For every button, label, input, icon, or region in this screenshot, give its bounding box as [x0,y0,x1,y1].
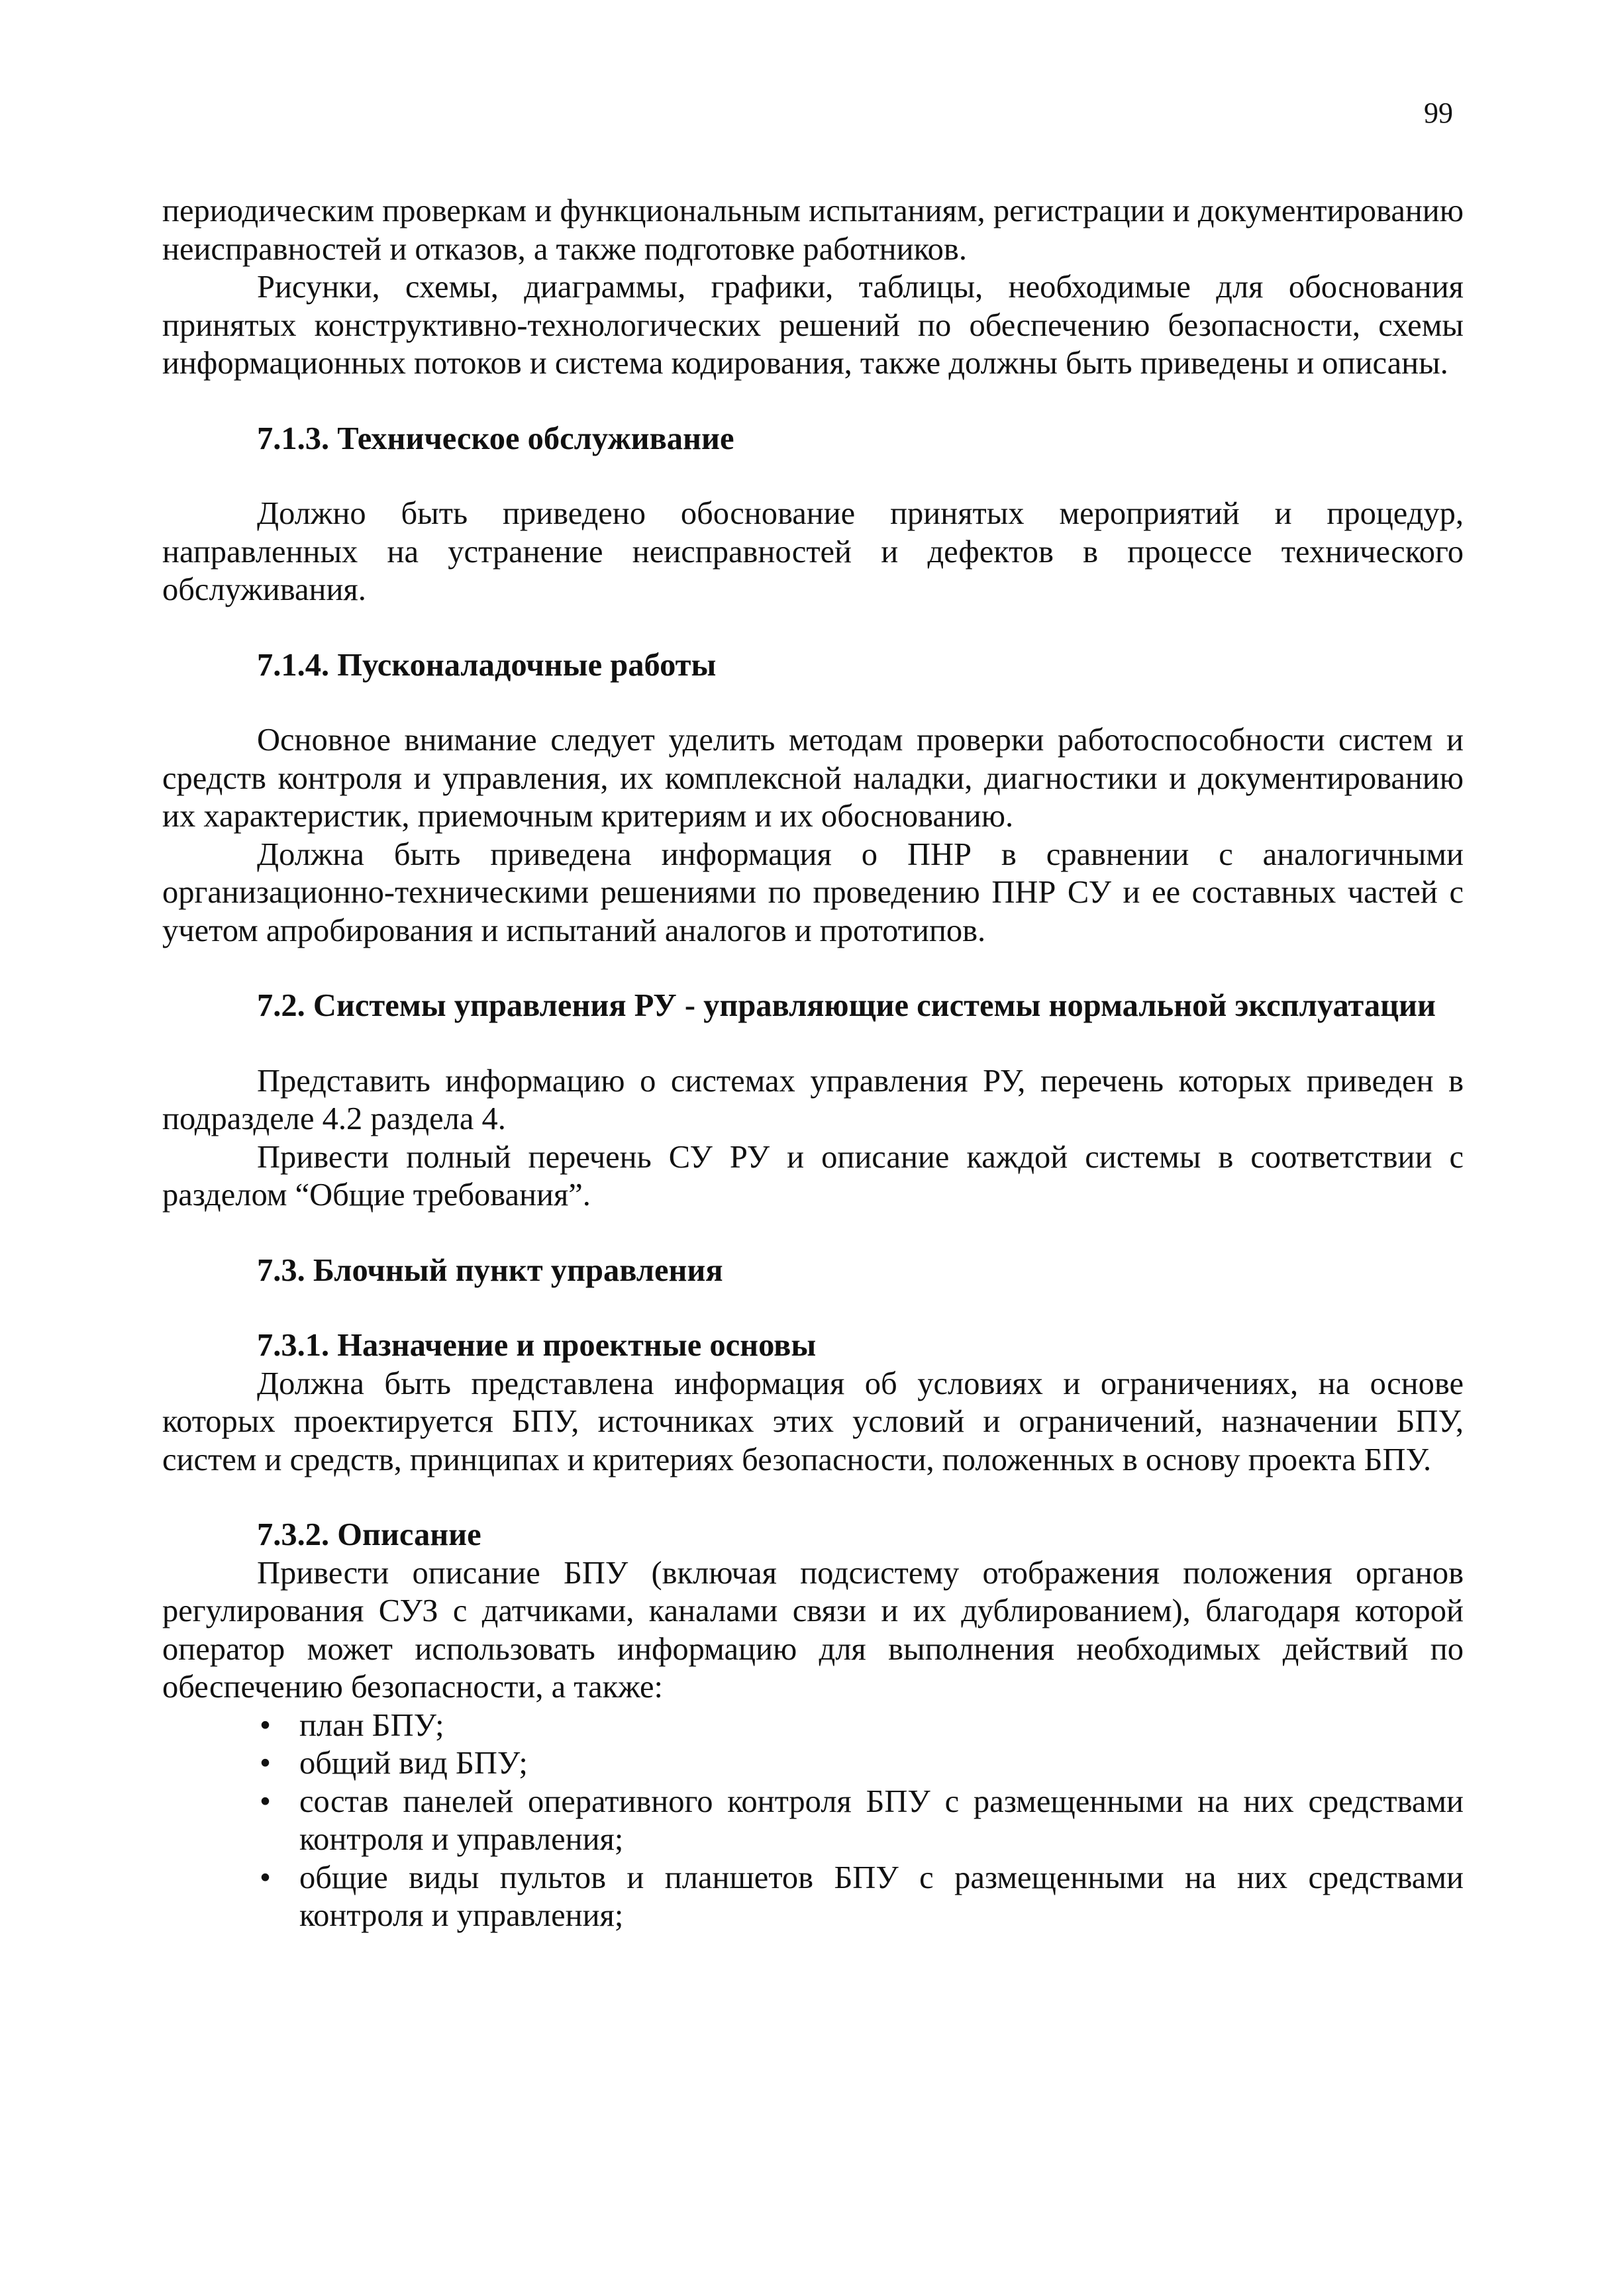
bullet-icon: • [260,1860,271,1895]
section-heading-7-3: 7.3. Блочный пункт управления [257,1252,723,1288]
paragraph: Основное внимание следует уделить методам проверки работоспособности систем и средств контроля и управления, их комплексной наладки, диагностики и документированию их характеристик, приемочным критериям и их обоснованию. [162,723,1464,834]
document-body [162,192,1464,1935]
paragraph: периодическим проверкам и функциональным испытаниям, регистрации и документированию неисправностей и отказов, а также подготовке работников. [162,193,1464,267]
paragraph: Привести полный перечень СУ РУ и описание каждой системы в соответствии с разделом “Общие требования”. [162,1139,1464,1213]
list-item: • общий вид БПУ; [260,1744,1464,1783]
paragraph: Должна быть представлена информация об условиях и ограничениях, на основе которых проектируется БПУ, источниках этих условий и ограничений, назначении БПУ, систем и средств, принципах и критериях безопасности, положенных в основу проекта БПУ. [162,1366,1464,1477]
bullet-icon: • [260,1783,271,1819]
section-heading-7-2 [162,987,1464,1025]
paragraph: Привести описание БПУ (включая подсистему отображения положения органов регулирования СУЗ с датчиками, каналами связи и их дублированием), благодаря которой оператор может использовать информацию для выполнения необходимых действий по обеспечению безопасности, а также: [162,1555,1464,1705]
paragraph: Представить информацию о системах управления РУ, перечень которых приведен в подразделе 4.2 раздела 4. [162,1063,1464,1136]
bullet-icon: • [260,1707,271,1743]
section-heading-7-3-1: 7.3.1. Назначение и проектные основы [257,1328,817,1363]
bullet-icon: • [260,1746,271,1781]
list-item: • план БПУ; [260,1707,1464,1745]
section-title: Системы управления РУ - управляющие системы нормальной эксплуатации [313,988,1436,1023]
paragraph: Должно быть приведено обоснование принятых мероприятий и процедур, направленных на устранение неисправностей и дефектов в процессе технического обслуживания. [162,496,1464,607]
section-heading-7-1-3: 7.1.3. Техническое обслуживание [257,421,734,456]
list-item: • общие виды пультов и планшетов БПУ с размещенными на них средствами контроля и управления; [260,1860,1464,1933]
section-number: 7.2. [257,988,305,1023]
section-heading-7-3-2: 7.3.2. Описание [257,1517,481,1552]
bullet-list [162,1707,1464,1935]
page-number: 99 [1424,97,1453,129]
paragraph: Должна быть приведена информация о ПНР в сравнении с аналогичными организационно-техническими решениями по проведению ПНР СУ и ее составных частей с учетом апробирования и испытаний аналогов и прототипов. [162,836,1464,948]
paragraph: Рисунки, схемы, диаграммы, графики, таблицы, необходимые для обоснования принятых конструктивно-технологических решений по обеспечению безопасности, схемы информационных потоков и система кодирования, также должны быть приведены и описаны. [162,270,1464,381]
list-item: • состав панелей оперативного контроля БПУ с размещенными на них средствами контроля и управления; [260,1783,1464,1857]
section-heading-7-1-4: 7.1.4. Пусконаладочные работы [257,647,717,683]
